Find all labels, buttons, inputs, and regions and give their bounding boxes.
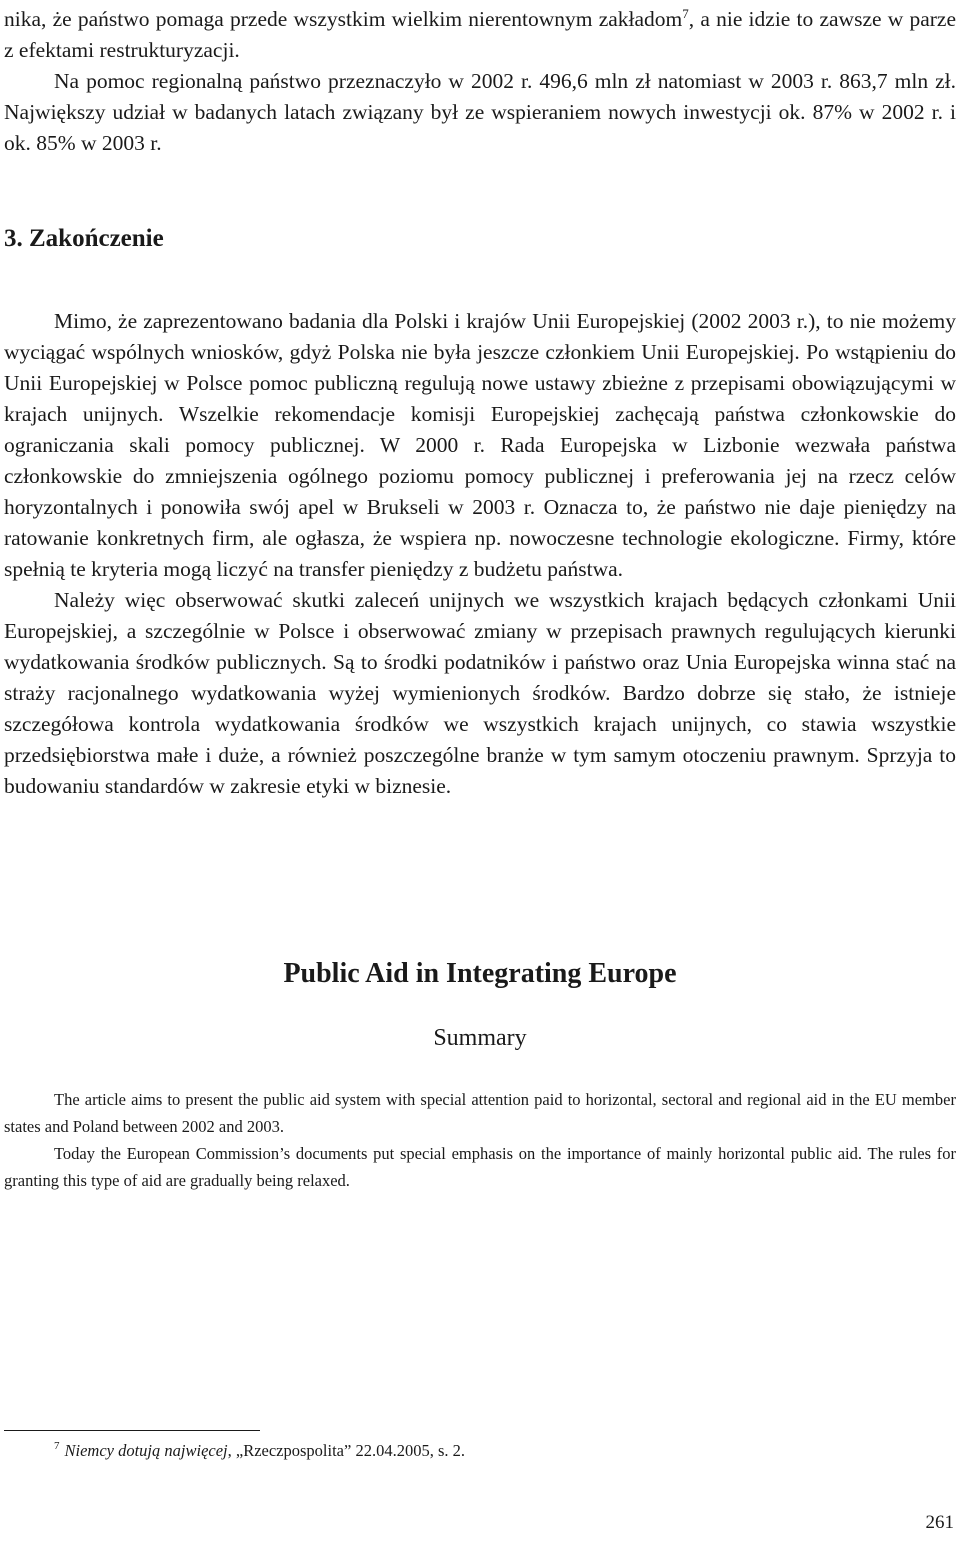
footnote-reference: 7 [682, 6, 689, 21]
page-number: 261 [925, 1512, 954, 1533]
footnote [54, 1438, 465, 1464]
summary-text [4, 1086, 956, 1194]
intro-text-part-2: , a nie idzie to zawsze w parze z efektami restrukturyzacji. [4, 7, 956, 62]
summary-paragraph-2: Today the European Commission’s documents put special emphasis on the importance of mainly horizontal public aid. The rules for granting this type of aid are gradually being relaxed. [4, 1144, 956, 1190]
footnote-source: , „Rzeczpospolita” 22.04.2005, s. 2. [227, 1441, 465, 1460]
footnote-divider [4, 1430, 260, 1431]
summary-title: Public Aid in Integrating Europe [283, 958, 677, 989]
intro-paragraph-2: Na pomoc regionalną państwo przeznaczyło w 2002 r. 496,6 mln zł natomiast w 2003 r. 863,7 mln zł. Największy udział w badanych latach związany był ze wspieraniem nowych inwestycji ok. 87% w 2002 r. i ok. 85% w 2003 r. [4, 69, 956, 155]
footnote-title: Niemcy dotują najwięcej [64, 1441, 228, 1460]
footnote-number: 7 [54, 1440, 60, 1452]
conclusion-paragraph-1: Mimo, że zaprezentowano badania dla Polski i krajów Unii Europejskiej (2002 2003 r.), to nie możemy wyciągać wspólnych wniosków, gdyż Polska nie była jeszcze członkiem Unii Europejskiej. Po wstąpieniu do Unii Europejskiej w Polsce pomoc publiczną regulują nowe ustawy zbieżne z przepisami obowiązującymi w krajach unijnych. Wszelkie rekomendacje komisji Europejskiej zachęcają państwa członkowskie do ograniczania skali pomocy publicznej. W 2000 r. Rada Europejska w Lizbonie wezwała państwa członkowskie do zmniejszenia ogólnego poziomu pomocy publicznej i preferowania jej na rzecz celów horyzontalnych i ponowiła swój apel w Brukseli w 2003 r. Oznacza to, że państwo nie daje pieniędzy na ratowanie konkretnych firm, ale ogłasza, że wspiera np. nowoczesne technologie ekologiczne. Firmy, które spełnią te kryteria mogą liczyć na transfer pieniędzy z budżetu państwa. [4, 309, 956, 581]
summary-subtitle: Summary [433, 1025, 527, 1051]
conclusion-text [4, 306, 956, 802]
section-heading: 3. Zakończenie [4, 225, 164, 252]
intro-paragraph-1 [4, 4, 956, 66]
intro-text-part-1: nika, że państwo pomaga przede wszystkim wielkim nierentownym zakładom [4, 7, 683, 31]
summary-paragraph-1: The article aims to present the public aid system with special attention paid to horizontal, sectoral and regional aid in the EU member states and Poland between 2002 and 2003. [4, 1090, 956, 1136]
conclusion-paragraph-2: Należy więc obserwować skutki zaleceń unijnych we wszystkich krajach będących członkami Unii Europejskiej, a szczególnie w Polsce i obserwować zmiany w przepisach prawnych regulujących kierunki wydatkowania środków publicznych. Są to środki podatników i państwo oraz Unia Europejska winna stać na straży racjonalnego wydatkowania wyżej wymienionych środków. Bardzo dobrze się stało, że istnieje szczegółowa kontrola wydatkowania środków we wszystkich krajach unijnych, co stawia wszystkie przedsiębiorstwa małe i duże, a również poszczególne branże w tym samym otoczeniu prawnym. Sprzyja to budowaniu standardów w zakresie etyki w biznesie. [4, 588, 956, 798]
intro-text [4, 4, 956, 159]
